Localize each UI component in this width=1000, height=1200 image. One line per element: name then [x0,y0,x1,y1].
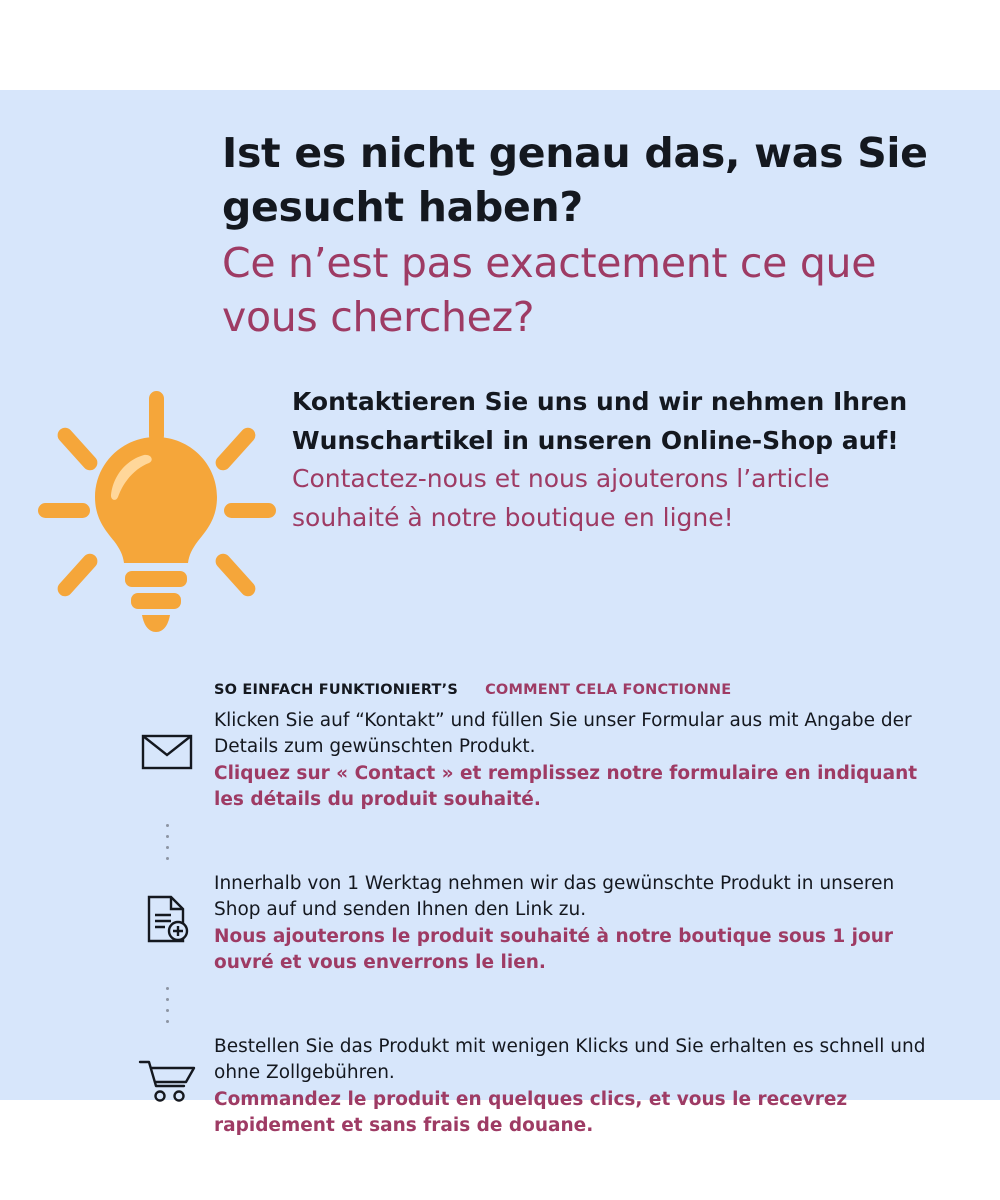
step-text [214,1034,940,1139]
dot [166,857,169,860]
step-text-french: Commandez le produit en quelques clics, et vous le recevrez rapidement et sans frais de douane. [214,1088,848,1136]
step-text-german: Bestellen Sie das Produkt mit wenigen Klicks und Sie erhalten es schnell und ohne Zollgebühren. [214,1036,926,1084]
subheading-french: Contactez-nous et nous ajouterons l’article souhaité à notre boutique en ligne! [292,464,830,532]
step-text-french: Nous ajouterons le produit souhaité à notre boutique sous 1 jour ouvré et vous enverrons le lien. [214,925,893,973]
subheading-german: Kontaktieren Sie uns und wir nehmen Ihren Wunschartikel in unseren Online-Shop auf! [292,387,908,455]
subheading-block [292,383,932,537]
dotted-line [120,813,214,871]
step-text-german: Klicken Sie auf “Kontakt” und füllen Sie unser Formular aus mit Angabe der Details zum gewünschten Produkt. [214,710,912,758]
step-item [120,1034,940,1139]
step-connector [120,976,940,1034]
dot [166,1020,169,1023]
dot [166,824,169,827]
headline-block [222,126,942,344]
lightbulb-icon [36,385,276,645]
dot [166,998,169,1001]
shopping-cart-icon [120,1034,214,1102]
steps-header-german: SO EINFACH FUNKTIONIERT’S [214,682,458,698]
step-text [214,871,940,976]
headline-french: Ce n’est pas exactement ce que vous cherchez? [222,239,877,342]
dot [166,835,169,838]
document-add-icon [120,871,214,943]
steps-header-french: COMMENT CELA FONCTIONNE [485,682,732,698]
step-text-german: Innerhalb von 1 Werktag nehmen wir das gewünschte Produkt in unseren Shop auf und senden Ihnen den Link zu. [214,873,895,921]
envelope-icon [120,708,214,772]
dotted-line [120,976,214,1034]
steps-header [214,679,731,698]
step-connector [120,813,940,871]
promo-panel [0,90,1000,1136]
headline-german: Ist es nicht genau das, was Sie gesucht haben? [222,129,928,232]
steps-list [120,708,940,1139]
dot [166,987,169,990]
dot [166,1009,169,1012]
step-item [120,708,940,813]
step-item [120,871,940,976]
step-text-french: Cliquez sur « Contact » et remplissez notre formulaire en indiquant les détails du produit souhaité. [214,762,918,810]
dot [166,846,169,849]
step-text [214,708,940,813]
